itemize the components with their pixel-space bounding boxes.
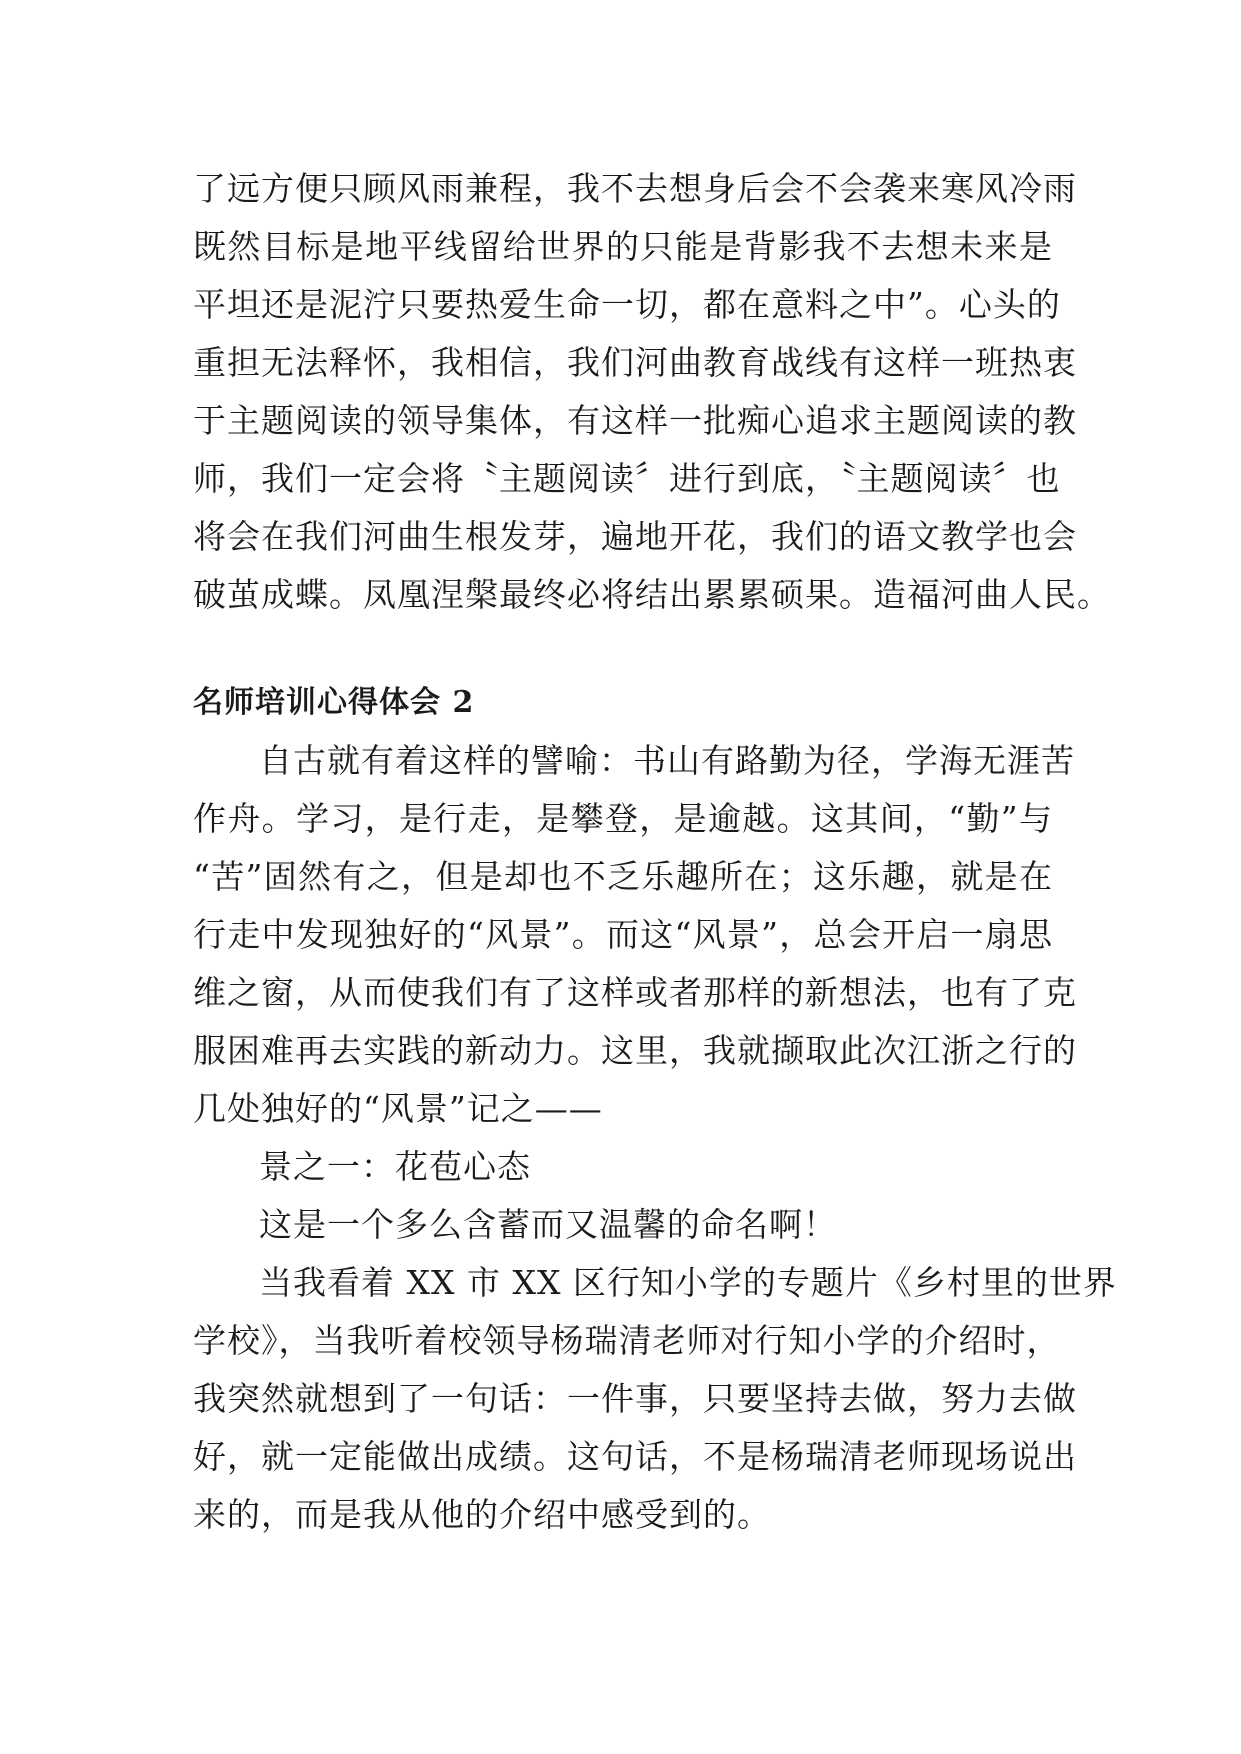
text-line: 维之窗，从而使我们有了这样或者那样的新想法，也有了克	[193, 973, 1077, 1012]
text-line: 几处独好的“风景”记之——	[193, 1089, 603, 1128]
text-line: 我突然就想到了一句话：一件事，只要坚持去做，努力去做	[193, 1379, 1077, 1418]
text-line: 既然目标是地平线留给世界的只能是背影我不去想未来是	[193, 227, 1053, 266]
exclamation-paragraph	[193, 1196, 1053, 1254]
document-page	[193, 160, 1117, 1544]
continuation-paragraph	[193, 160, 1111, 624]
section-title: 名师培训心得体会 2	[193, 685, 475, 720]
text-line: 重担无法释怀，我相信，我们河曲教育战线有这样一班热衷	[193, 343, 1077, 382]
text-line: 当我看着 XX 市 XX 区行知小学的专题片《乡村里的世界	[259, 1263, 1117, 1302]
text-line: 作舟。学习，是行走，是攀登，是逾越。这其间，“勤”与	[193, 799, 1053, 838]
text-line: 于主题阅读的领导集体，有这样一批痴心追求主题阅读的教	[193, 401, 1077, 440]
text-line: 行走中发现独好的“风景”。而这“风景”，总会开启一扇思	[193, 915, 1053, 954]
text-line: 破茧成蝶。凤凰涅槃最终必将结出累累硕果。造福河曲人民。	[193, 575, 1111, 614]
scene-heading-paragraph	[193, 1138, 1053, 1196]
text-line: 来的，而是我从他的介绍中感受到的。	[193, 1495, 771, 1534]
text-line: 景之一：花苞心态	[259, 1147, 531, 1186]
text-line: 了远方便只顾风雨兼程，我不去想身后会不会袭来寒风冷雨	[193, 169, 1077, 208]
text-line: 好，就一定能做出成绩。这句话，不是杨瑞清老师现场说出	[193, 1437, 1077, 1476]
school-paragraph	[193, 1254, 1117, 1544]
text-line: 这是一个多么含蓄而又温馨的命名啊！	[259, 1205, 837, 1244]
text-line: 学校》，当我听着校领导杨瑞清老师对行知小学的介绍时，	[193, 1321, 1061, 1360]
intro-paragraph	[193, 732, 1077, 1138]
text-line: 平坦还是泥泞只要热爱生命一切，都在意料之中”。心头的	[193, 285, 1061, 324]
text-line: 师，我们一定会将〝主题阅读〞进行到底，〝主题阅读〞也	[193, 459, 1061, 498]
text-line: “苦”固然有之，但是却也不乏乐趣所在；这乐趣，就是在	[193, 857, 1053, 896]
text-line: 将会在我们河曲生根发芽，遍地开花，我们的语文教学也会	[193, 517, 1077, 556]
text-line: 自古就有着这样的譬喻：书山有路勤为径，学海无涯苦	[259, 741, 1075, 780]
text-line: 服困难再去实践的新动力。这里，我就撷取此次江浙之行的	[193, 1031, 1077, 1070]
